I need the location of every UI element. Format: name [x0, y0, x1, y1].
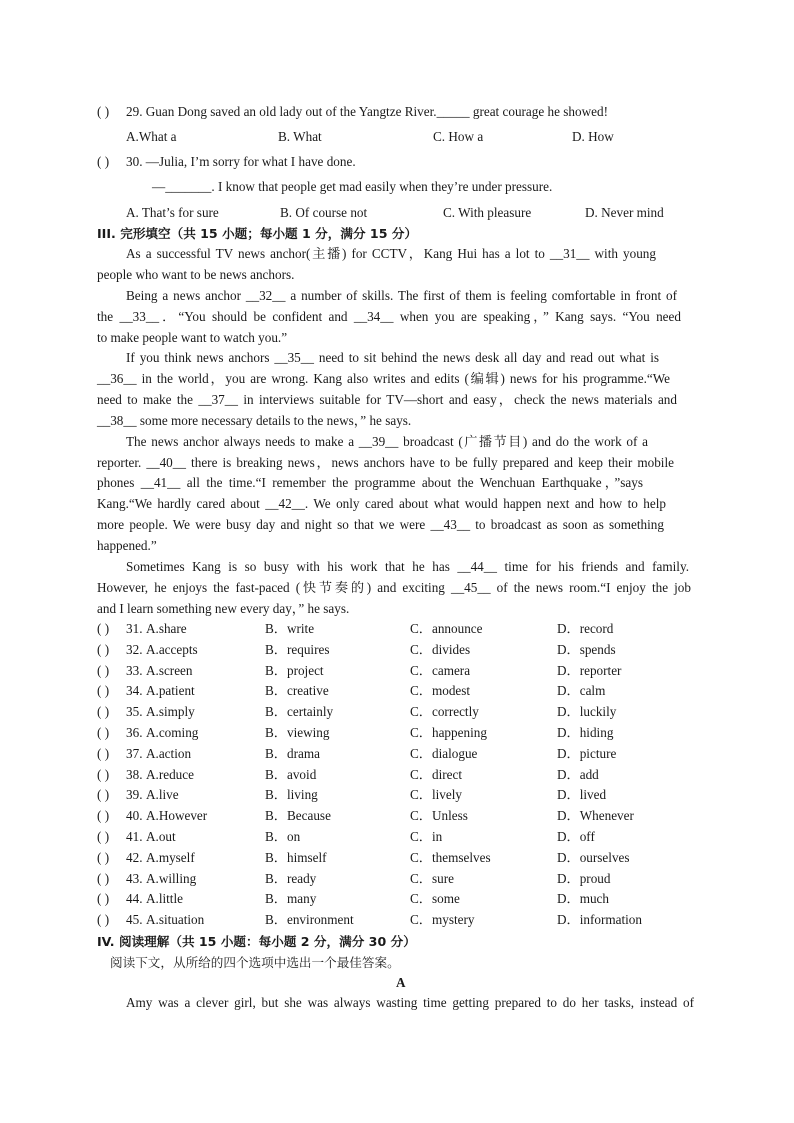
- option-c: C．in: [410, 829, 443, 844]
- option-c: C．dialogue: [410, 746, 478, 761]
- option-c: C．modest: [410, 683, 471, 698]
- passage-line: As a successful TV news anchor(主播) for CCTV，Kang Hui has a lot to __31__ with young: [126, 246, 656, 261]
- option-b: B. What: [278, 129, 322, 144]
- passage-line: reporter. __40__ there is breaking news，news anchors have to be fully prepared and keep their mobile: [97, 455, 674, 470]
- passage-line: Sometimes Kang is so busy with his work that he has __44__ time for his friends and family.: [126, 559, 689, 574]
- passage-line: Being a news anchor __32__ a number of skills. The first of them is feeling comfortable in front of: [126, 288, 677, 303]
- option-c: C．Unless: [410, 808, 468, 823]
- option-a: A.patient: [146, 683, 195, 698]
- passage-label: A: [396, 975, 406, 990]
- answer-paren[interactable]: ( ): [97, 808, 110, 823]
- answer-paren[interactable]: ( ): [97, 850, 110, 865]
- option-a: A.myself: [146, 850, 195, 865]
- option-d: D. How: [572, 129, 614, 144]
- option-c: C．lively: [410, 787, 463, 802]
- option-d: D．calm: [557, 683, 606, 698]
- option-a: A.However: [146, 808, 208, 823]
- option-a: A.reduce: [146, 767, 194, 782]
- option-d: D．add: [557, 767, 599, 782]
- answer-paren[interactable]: ( ): [97, 104, 110, 119]
- passage-line: more people. We were busy day and night so that we were __43__ to broadcast as soon as something: [97, 517, 664, 532]
- option-d: D．much: [557, 891, 610, 906]
- option-a: A.live: [146, 787, 179, 802]
- option-d: D．picture: [557, 746, 617, 761]
- option-c: C．camera: [410, 663, 471, 678]
- option-c: C．announce: [410, 621, 483, 636]
- question-number: 36.: [126, 725, 143, 740]
- question-number: 41.: [126, 829, 143, 844]
- option-c: C. With pleasure: [443, 205, 532, 220]
- answer-paren[interactable]: ( ): [97, 787, 110, 802]
- question-number: 34.: [126, 683, 143, 698]
- option-a: A.out: [146, 829, 176, 844]
- option-d: D．record: [557, 621, 614, 636]
- option-d: D．reporter: [557, 663, 622, 678]
- question-number: 43.: [126, 871, 143, 886]
- question-number: 33.: [126, 663, 143, 678]
- option-b: B．project: [265, 663, 324, 678]
- passage-line: However, he enjoys the fast-paced (快节奏的) and exciting __45__ of the news room.“I enjoy the job: [97, 580, 691, 595]
- option-a: A.share: [146, 621, 187, 636]
- option-b: B．viewing: [265, 725, 330, 740]
- question-number: 38.: [126, 767, 143, 782]
- answer-paren[interactable]: ( ): [97, 663, 110, 678]
- option-b: B．certainly: [265, 704, 334, 719]
- question-number: 42.: [126, 850, 143, 865]
- option-a: A.little: [146, 891, 183, 906]
- question-stem: 30. —Julia, I’m sorry for what I have done.: [126, 154, 356, 169]
- question-number: 45.: [126, 912, 143, 927]
- answer-paren[interactable]: ( ): [97, 704, 110, 719]
- answer-paren[interactable]: ( ): [97, 767, 110, 782]
- option-d: D．information: [557, 912, 642, 927]
- option-c: C．divides: [410, 642, 471, 657]
- answer-paren[interactable]: ( ): [97, 871, 110, 886]
- passage-line: the __33__．“You should be confident and __34__ when you are speaking，” Kang says. “You need: [97, 309, 681, 324]
- answer-paren[interactable]: ( ): [97, 154, 110, 169]
- answer-paren[interactable]: ( ): [97, 829, 110, 844]
- option-b: B．environment: [265, 912, 354, 927]
- option-d: D．spends: [557, 642, 616, 657]
- option-d: D．Whenever: [557, 808, 634, 823]
- option-a: A. That’s for sure: [126, 205, 219, 220]
- option-a: A.coming: [146, 725, 199, 740]
- option-d: D．ourselves: [557, 850, 630, 865]
- option-b: B. Of course not: [280, 205, 368, 220]
- option-b: B．drama: [265, 746, 320, 761]
- passage-line: to make people want to watch you.”: [97, 330, 288, 345]
- passage-line: and I learn something new every day，” he says.: [97, 601, 350, 616]
- option-c: C. How a: [433, 129, 484, 144]
- question-stem: 29. Guan Dong saved an old lady out of the Yangtze River._____ great courage he showed!: [126, 104, 608, 119]
- option-a: A.action: [146, 746, 192, 761]
- option-b: B．avoid: [265, 767, 317, 782]
- option-a: A.willing: [146, 871, 197, 886]
- option-b: B．ready: [265, 871, 317, 886]
- option-a: A.situation: [146, 912, 205, 927]
- option-d: D．luckily: [557, 704, 617, 719]
- answer-paren[interactable]: ( ): [97, 746, 110, 761]
- question-number: 40.: [126, 808, 143, 823]
- option-b: B．write: [265, 621, 315, 636]
- passage-line: __38__ some more necessary details to the news，” he says.: [97, 413, 412, 428]
- answer-paren[interactable]: ( ): [97, 642, 110, 657]
- option-b: B．himself: [265, 850, 327, 865]
- option-b: B．living: [265, 787, 318, 802]
- option-d: D．off: [557, 829, 595, 844]
- passage-line: The news anchor always needs to make a __39__ broadcast (广播节目) and do the work of a: [126, 434, 648, 449]
- option-d: D. Never mind: [585, 205, 664, 220]
- option-c: C．direct: [410, 767, 463, 782]
- option-c: C．sure: [410, 871, 454, 886]
- passage-line: happened.”: [97, 538, 157, 553]
- question-number: 35.: [126, 704, 143, 719]
- passage-line: need to make the __37__ in interviews suitable for TV—short and easy，check the news materials and: [97, 392, 677, 407]
- option-d: D．proud: [557, 871, 611, 886]
- option-a: A.What a: [126, 129, 177, 144]
- answer-paren[interactable]: ( ): [97, 621, 110, 636]
- option-b: B．requires: [265, 642, 330, 657]
- answer-paren[interactable]: ( ): [97, 891, 110, 906]
- passage-line: If you think news anchors __35__ need to sit behind the news desk all day and read out what is: [126, 350, 659, 365]
- option-b: B．creative: [265, 683, 329, 698]
- question-number: 39.: [126, 787, 143, 802]
- answer-paren[interactable]: ( ): [97, 683, 110, 698]
- passage-line: phones __41__ all the time.“I remember the programme about the Wenchuan Earthquake，”says: [97, 475, 643, 490]
- question-number: 44.: [126, 891, 143, 906]
- question-number: 37.: [126, 746, 143, 761]
- dialogue-reply: —_______. I know that people get mad easily when they’re under pressure.: [152, 179, 553, 194]
- option-a: A.accepts: [146, 642, 198, 657]
- option-c: C．happening: [410, 725, 487, 740]
- option-d: D．lived: [557, 787, 607, 802]
- answer-paren[interactable]: ( ): [97, 725, 110, 740]
- option-c: C．themselves: [410, 850, 491, 865]
- option-b: B．many: [265, 891, 317, 906]
- option-c: C．some: [410, 891, 460, 906]
- passage-line: Kang.“We hardly cared about __42__. We only cared about what would happen next and how to help: [97, 496, 666, 511]
- passage-line: people who want to be news anchors.: [97, 267, 295, 282]
- passage-line: Amy was a clever girl, but she was always wasting time getting prepared to do her tasks, instead of: [126, 995, 694, 1010]
- option-b: B．Because: [265, 808, 331, 823]
- option-c: C．mystery: [410, 912, 475, 927]
- option-a: A.simply: [146, 704, 195, 719]
- option-b: B．on: [265, 829, 301, 844]
- question-number: 31.: [126, 621, 143, 636]
- answer-paren[interactable]: ( ): [97, 912, 110, 927]
- section-heading: IV. 阅读理解（共 15 小题：每小题 2 分，满分 30 分）: [97, 934, 416, 949]
- option-d: D．hiding: [557, 725, 614, 740]
- instruction-text: 阅读下文，从所给的四个选项中选出一个最佳答案。: [110, 955, 400, 970]
- section-heading: III. 完形填空（共 15 小题；每小题 1 分，满分 15 分）: [97, 226, 418, 241]
- option-c: C．correctly: [410, 704, 479, 719]
- question-number: 32.: [126, 642, 143, 657]
- option-a: A.screen: [146, 663, 193, 678]
- passage-line: __36__ in the world，you are wrong. Kang also writes and edits (编辑) news for his programme.“We: [97, 371, 670, 386]
